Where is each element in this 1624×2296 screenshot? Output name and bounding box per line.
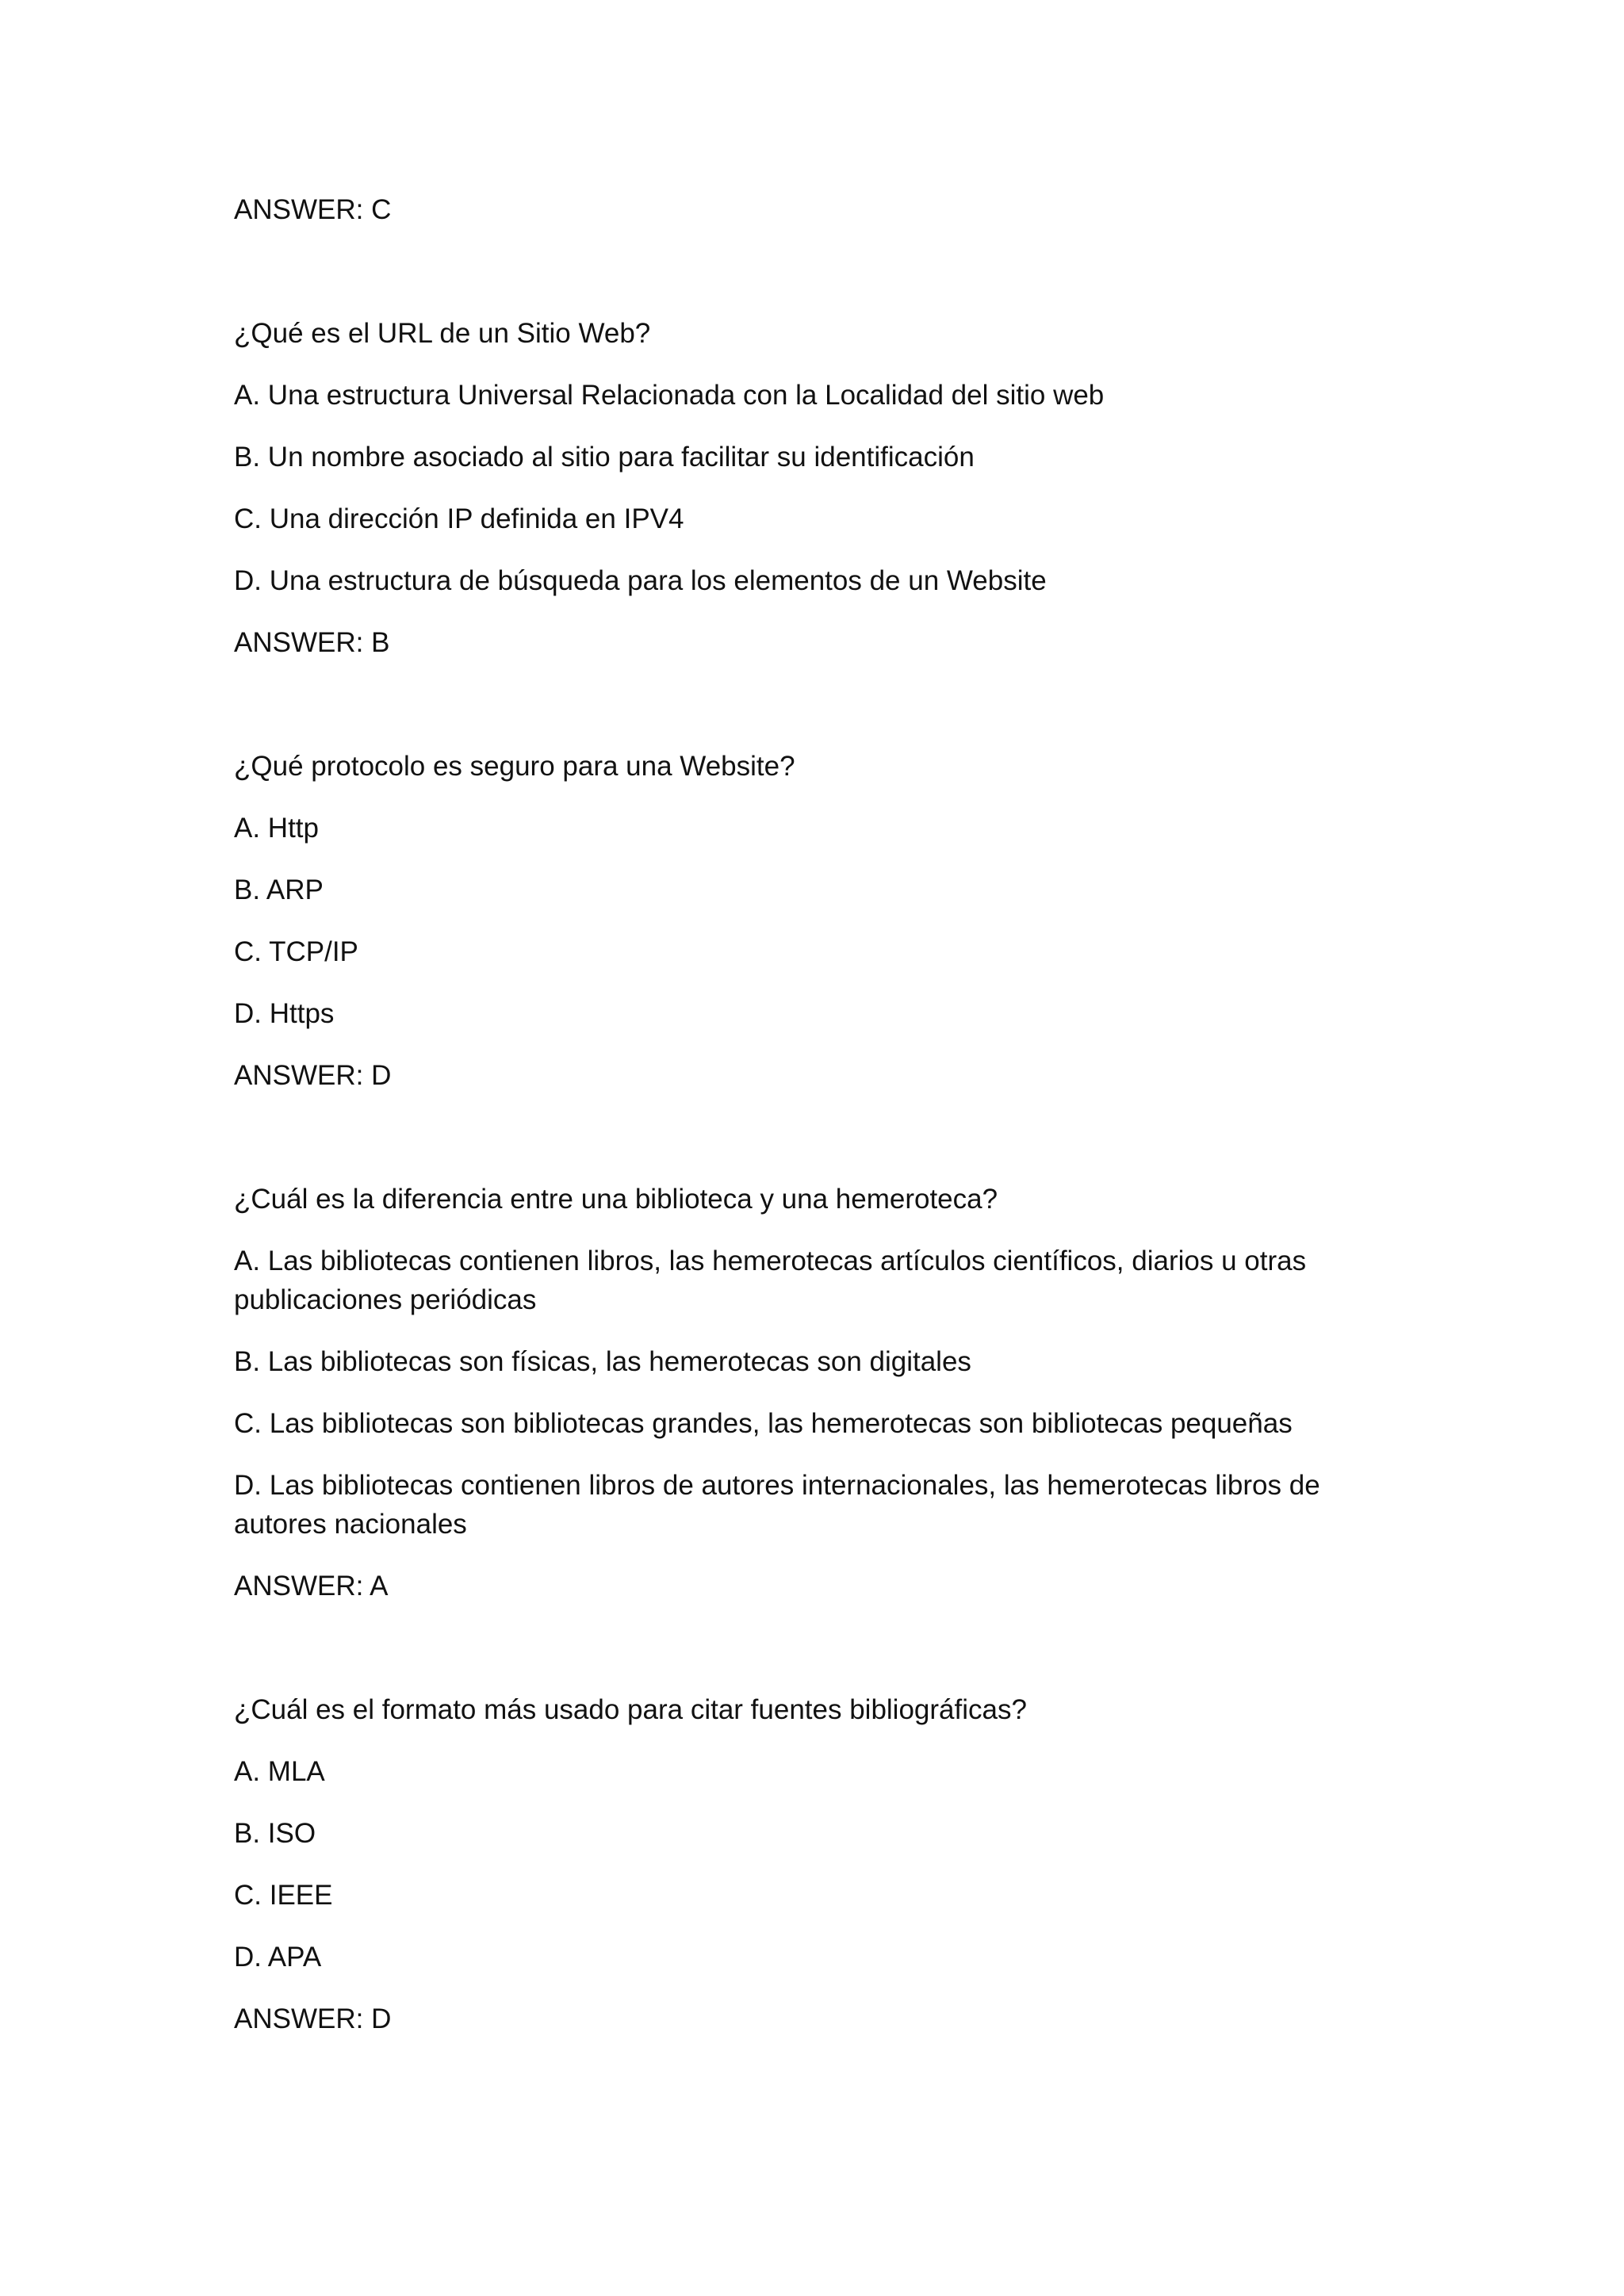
question-text: ¿Cuál es la diferencia entre una biblioteca y una hemeroteca? (234, 1184, 998, 1215)
option-text: D. Las bibliotecas contienen libros de autores internacionales, las hemerotecas libros de autores nacionales (234, 1470, 1320, 1540)
question-text: ¿Cuál es el formato más usado para citar fuentes bibliográficas? (234, 1694, 1027, 1725)
answer-line: ANSWER: D (234, 2003, 392, 2034)
option-text: A. Las bibliotecas contienen libros, las hemerotecas artículos científicos, diarios u otras publicaciones periódicas (234, 1246, 1307, 1315)
option-text: B. ISO (234, 1818, 316, 1849)
question-block (234, 1180, 1360, 1605)
question-text: ¿Qué protocolo es seguro para una Website? (234, 751, 795, 782)
option-text: A. Una estructura Universal Relacionada con la Localidad del sitio web (234, 380, 1105, 411)
option-text: A. Http (234, 813, 319, 844)
answer-line: ANSWER: C (234, 194, 392, 225)
question-block (234, 1690, 1360, 2038)
option-text: C. IEEE (234, 1880, 333, 1911)
answer-line: ANSWER: B (234, 627, 390, 658)
question-block (234, 314, 1360, 662)
option-text: D. APA (234, 1942, 322, 1973)
question-block (234, 747, 1360, 1095)
option-text: B. Un nombre asociado al sitio para facilitar su identificación (234, 442, 975, 473)
question-text: ¿Qué es el URL de un Sitio Web? (234, 318, 651, 349)
answer-line: ANSWER: D (234, 1060, 392, 1091)
option-text: D. Https (234, 998, 335, 1029)
option-text: C. Una dirección IP definida en IPV4 (234, 503, 684, 534)
option-text: C. Las bibliotecas son bibliotecas grandes, las hemerotecas son bibliotecas pequeñas (234, 1408, 1293, 1439)
option-text: B. ARP (234, 874, 324, 905)
option-text: B. Las bibliotecas son físicas, las hemerotecas son digitales (234, 1346, 971, 1377)
option-text: C. TCP/IP (234, 936, 358, 967)
answer-line: ANSWER: A (234, 1571, 389, 1601)
option-text: A. MLA (234, 1756, 325, 1787)
option-text: D. Una estructura de búsqueda para los elementos de un Website (234, 565, 1047, 596)
document-body (234, 190, 1360, 2038)
